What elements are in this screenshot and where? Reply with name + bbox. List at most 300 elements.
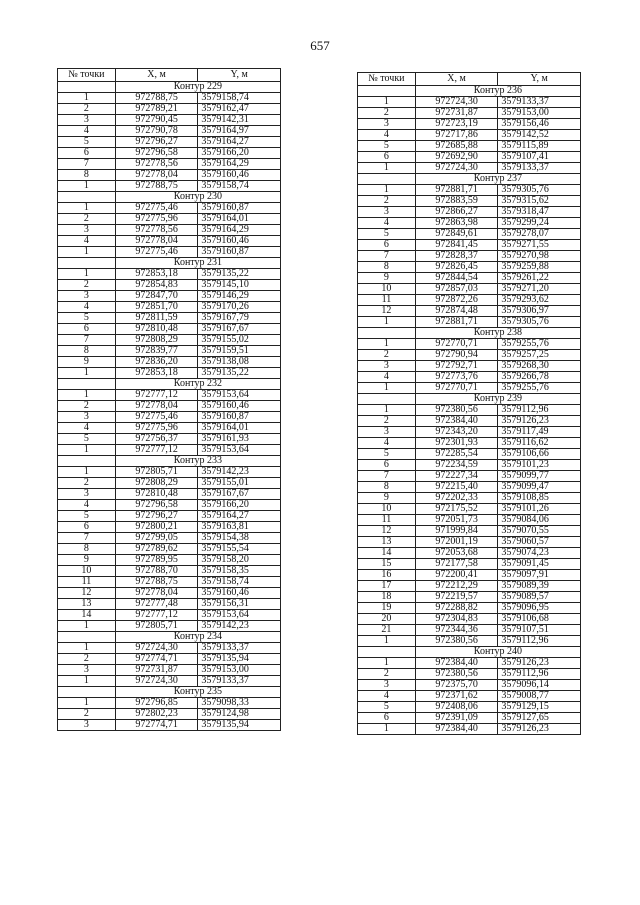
table-row xyxy=(58,170,281,181)
point-number-cell: 1 xyxy=(58,698,116,709)
x-coordinate-cell: 972828,37 xyxy=(415,251,498,262)
table-header-row xyxy=(358,73,581,86)
table-row xyxy=(358,460,581,471)
point-number-cell: 8 xyxy=(358,482,416,493)
table-row xyxy=(358,306,581,317)
header-point-number: № точки xyxy=(358,73,416,86)
point-number-cell: 8 xyxy=(58,544,116,555)
y-coordinate-cell: 3579135,22 xyxy=(198,269,281,280)
x-coordinate-cell: 972285,54 xyxy=(415,449,498,460)
point-number-cell: 11 xyxy=(358,515,416,526)
x-coordinate-cell: 972790,78 xyxy=(115,126,198,137)
table-row xyxy=(58,698,281,709)
table-row xyxy=(58,115,281,126)
x-coordinate-cell: 972805,71 xyxy=(115,621,198,632)
point-number-cell: 2 xyxy=(58,401,116,412)
x-coordinate-cell: 972384,40 xyxy=(415,724,498,735)
point-number-cell: 1 xyxy=(358,658,416,669)
point-number-cell: 2 xyxy=(58,214,116,225)
x-coordinate-cell: 972857,03 xyxy=(415,284,498,295)
contour-header-row xyxy=(358,647,581,658)
y-coordinate-cell: 3579257,25 xyxy=(498,350,581,361)
x-coordinate-cell: 972301,93 xyxy=(415,438,498,449)
y-coordinate-cell: 3579166,20 xyxy=(198,500,281,511)
point-number-cell: 4 xyxy=(358,218,416,229)
y-coordinate-cell: 3579101,26 xyxy=(498,504,581,515)
x-coordinate-cell: 972808,29 xyxy=(115,478,198,489)
contour-blank-cell xyxy=(58,192,116,203)
table-row xyxy=(358,449,581,460)
y-coordinate-cell: 3579261,22 xyxy=(498,273,581,284)
y-coordinate-cell: 3579306,97 xyxy=(498,306,581,317)
x-coordinate-cell: 972810,48 xyxy=(115,489,198,500)
y-coordinate-cell: 3579158,74 xyxy=(198,93,281,104)
table-row xyxy=(58,467,281,478)
table-row xyxy=(358,691,581,702)
contour-blank-cell xyxy=(358,86,416,97)
point-number-cell: 1 xyxy=(58,203,116,214)
table-row xyxy=(58,357,281,368)
point-number-cell: 1 xyxy=(358,97,416,108)
x-coordinate-cell: 972805,71 xyxy=(115,467,198,478)
x-coordinate-cell: 972788,75 xyxy=(115,181,198,192)
x-coordinate-cell: 972778,04 xyxy=(115,236,198,247)
table-row xyxy=(358,614,581,625)
y-coordinate-cell: 3579166,20 xyxy=(198,148,281,159)
contour-header-row xyxy=(358,328,581,339)
y-coordinate-cell: 3579160,87 xyxy=(198,247,281,258)
table-row xyxy=(358,680,581,691)
contour-label: Контур 235 xyxy=(115,687,280,698)
table-row xyxy=(358,262,581,273)
contour-header-row xyxy=(58,456,281,467)
point-number-cell: 1 xyxy=(358,339,416,350)
x-coordinate-cell: 972790,45 xyxy=(115,115,198,126)
table-row xyxy=(58,137,281,148)
point-number-cell: 1 xyxy=(358,405,416,416)
table-row xyxy=(358,471,581,482)
contour-blank-cell xyxy=(58,687,116,698)
y-coordinate-cell: 3579089,39 xyxy=(498,581,581,592)
x-coordinate-cell: 972234,59 xyxy=(415,460,498,471)
x-coordinate-cell: 972799,05 xyxy=(115,533,198,544)
x-coordinate-cell: 972731,87 xyxy=(415,108,498,119)
x-coordinate-cell: 972789,95 xyxy=(115,555,198,566)
x-coordinate-cell: 972731,87 xyxy=(115,665,198,676)
y-coordinate-cell: 3579163,81 xyxy=(198,522,281,533)
point-number-cell: 15 xyxy=(358,559,416,570)
table-row xyxy=(358,130,581,141)
point-number-cell: 4 xyxy=(58,236,116,247)
point-number-cell: 8 xyxy=(58,170,116,181)
point-number-cell: 12 xyxy=(358,526,416,537)
contour-header-row xyxy=(358,394,581,405)
point-number-cell: 6 xyxy=(358,713,416,724)
y-coordinate-cell: 3579112,96 xyxy=(498,405,581,416)
point-number-cell: 5 xyxy=(358,141,416,152)
x-coordinate-cell: 972839,77 xyxy=(115,346,198,357)
table-header-row xyxy=(58,69,281,82)
y-coordinate-cell: 3579142,23 xyxy=(198,467,281,478)
x-coordinate-cell: 972788,75 xyxy=(115,93,198,104)
contour-label: Контур 240 xyxy=(415,647,580,658)
y-coordinate-cell: 3579153,64 xyxy=(198,610,281,621)
x-coordinate-cell: 972304,83 xyxy=(415,614,498,625)
x-coordinate-cell: 972200,41 xyxy=(415,570,498,581)
table-row xyxy=(58,104,281,115)
table-row xyxy=(58,335,281,346)
x-coordinate-cell: 972790,94 xyxy=(415,350,498,361)
point-number-cell: 2 xyxy=(358,669,416,680)
y-coordinate-cell: 3579278,07 xyxy=(498,229,581,240)
point-number-cell: 2 xyxy=(58,709,116,720)
x-coordinate-cell: 972380,56 xyxy=(415,669,498,680)
point-number-cell: 1 xyxy=(58,676,116,687)
table-row xyxy=(358,284,581,295)
point-number-cell: 4 xyxy=(358,691,416,702)
table-row xyxy=(58,291,281,302)
y-coordinate-cell: 3579164,29 xyxy=(198,159,281,170)
y-coordinate-cell: 3579101,23 xyxy=(498,460,581,471)
x-coordinate-cell: 972384,40 xyxy=(415,658,498,669)
table-row xyxy=(358,383,581,394)
y-coordinate-cell: 3579305,76 xyxy=(498,185,581,196)
y-coordinate-cell: 3579129,15 xyxy=(498,702,581,713)
y-coordinate-cell: 3579164,01 xyxy=(198,214,281,225)
x-coordinate-cell: 972796,85 xyxy=(115,698,198,709)
table-row xyxy=(358,405,581,416)
point-number-cell: 6 xyxy=(58,148,116,159)
x-coordinate-cell: 972724,30 xyxy=(115,676,198,687)
y-coordinate-cell: 3579158,74 xyxy=(198,577,281,588)
y-coordinate-cell: 3579117,49 xyxy=(498,427,581,438)
y-coordinate-cell: 3579293,62 xyxy=(498,295,581,306)
x-coordinate-cell: 972792,71 xyxy=(415,361,498,372)
x-coordinate-cell: 972796,58 xyxy=(115,148,198,159)
x-coordinate-cell: 972777,48 xyxy=(115,599,198,610)
point-number-cell: 8 xyxy=(358,262,416,273)
x-coordinate-cell: 972881,71 xyxy=(415,317,498,328)
y-coordinate-cell: 3579259,88 xyxy=(498,262,581,273)
x-coordinate-cell: 972775,96 xyxy=(115,423,198,434)
x-coordinate-cell: 972685,88 xyxy=(415,141,498,152)
point-number-cell: 1 xyxy=(58,621,116,632)
x-coordinate-cell: 972778,04 xyxy=(115,170,198,181)
point-number-cell: 1 xyxy=(58,247,116,258)
table-row xyxy=(358,669,581,680)
point-number-cell: 21 xyxy=(358,625,416,636)
y-coordinate-cell: 3579164,29 xyxy=(198,225,281,236)
point-number-cell: 7 xyxy=(358,251,416,262)
table-row xyxy=(358,163,581,174)
point-number-cell: 6 xyxy=(358,240,416,251)
y-coordinate-cell: 3579133,37 xyxy=(198,643,281,654)
x-coordinate-cell: 972841,45 xyxy=(415,240,498,251)
x-coordinate-cell: 972849,61 xyxy=(415,229,498,240)
y-coordinate-cell: 3579153,00 xyxy=(498,108,581,119)
x-coordinate-cell: 972175,52 xyxy=(415,504,498,515)
table-row xyxy=(358,218,581,229)
x-coordinate-cell: 972826,45 xyxy=(415,262,498,273)
table-row xyxy=(358,97,581,108)
y-coordinate-cell: 3579133,37 xyxy=(198,676,281,687)
point-number-cell: 9 xyxy=(58,555,116,566)
point-number-cell: 4 xyxy=(58,423,116,434)
x-coordinate-cell: 972788,75 xyxy=(115,577,198,588)
point-number-cell: 3 xyxy=(58,665,116,676)
point-number-cell: 2 xyxy=(358,350,416,361)
y-coordinate-cell: 3579153,00 xyxy=(198,665,281,676)
point-number-cell: 9 xyxy=(358,493,416,504)
point-number-cell: 3 xyxy=(358,361,416,372)
table-row xyxy=(58,401,281,412)
table-row xyxy=(58,621,281,632)
y-coordinate-cell: 3579167,67 xyxy=(198,324,281,335)
point-number-cell: 5 xyxy=(58,511,116,522)
table-row xyxy=(358,570,581,581)
table-row xyxy=(58,159,281,170)
x-coordinate-cell: 972778,04 xyxy=(115,401,198,412)
table-row xyxy=(58,214,281,225)
table-row xyxy=(58,203,281,214)
x-coordinate-cell: 972775,46 xyxy=(115,247,198,258)
point-number-cell: 13 xyxy=(58,599,116,610)
point-number-cell: 6 xyxy=(58,324,116,335)
y-coordinate-cell: 3579124,98 xyxy=(198,709,281,720)
coordinates-table-left xyxy=(57,68,281,731)
table-row xyxy=(58,225,281,236)
point-number-cell: 16 xyxy=(358,570,416,581)
y-coordinate-cell: 3579097,91 xyxy=(498,570,581,581)
table-row xyxy=(58,390,281,401)
x-coordinate-cell: 971999,84 xyxy=(415,526,498,537)
y-coordinate-cell: 3579074,23 xyxy=(498,548,581,559)
x-coordinate-cell: 972723,19 xyxy=(415,119,498,130)
x-coordinate-cell: 972408,06 xyxy=(415,702,498,713)
contour-header-row xyxy=(58,632,281,643)
x-coordinate-cell: 972380,56 xyxy=(415,405,498,416)
x-coordinate-cell: 972770,71 xyxy=(415,383,498,394)
point-number-cell: 5 xyxy=(358,449,416,460)
x-coordinate-cell: 972724,30 xyxy=(415,97,498,108)
page-number: 657 xyxy=(310,38,330,53)
point-number-cell: 1 xyxy=(358,317,416,328)
x-coordinate-cell: 972770,71 xyxy=(415,339,498,350)
y-coordinate-cell: 3579142,31 xyxy=(198,115,281,126)
x-coordinate-cell: 972847,70 xyxy=(115,291,198,302)
point-number-cell: 4 xyxy=(58,302,116,313)
x-coordinate-cell: 972853,18 xyxy=(115,269,198,280)
table-row xyxy=(58,522,281,533)
y-coordinate-cell: 3579098,33 xyxy=(198,698,281,709)
point-number-cell: 18 xyxy=(358,592,416,603)
table-row xyxy=(358,603,581,614)
y-coordinate-cell: 3579126,23 xyxy=(498,416,581,427)
point-number-cell: 1 xyxy=(58,445,116,456)
x-coordinate-cell: 972692,90 xyxy=(415,152,498,163)
y-coordinate-cell: 3579060,57 xyxy=(498,537,581,548)
table-row xyxy=(358,196,581,207)
y-coordinate-cell: 3579164,27 xyxy=(198,137,281,148)
y-coordinate-cell: 3579146,29 xyxy=(198,291,281,302)
y-coordinate-cell: 3579112,96 xyxy=(498,636,581,647)
header-y: Y, м xyxy=(198,69,281,82)
table-row xyxy=(358,625,581,636)
table-row xyxy=(358,592,581,603)
y-coordinate-cell: 3579115,89 xyxy=(498,141,581,152)
y-coordinate-cell: 3579305,76 xyxy=(498,317,581,328)
y-coordinate-cell: 3579133,37 xyxy=(498,163,581,174)
table-row xyxy=(358,416,581,427)
header-x: X, м xyxy=(415,73,498,86)
x-coordinate-cell: 972778,56 xyxy=(115,225,198,236)
table-row xyxy=(358,295,581,306)
table-row xyxy=(58,126,281,137)
x-coordinate-cell: 972177,58 xyxy=(415,559,498,570)
table-row xyxy=(58,544,281,555)
y-coordinate-cell: 3579107,51 xyxy=(498,625,581,636)
y-coordinate-cell: 3579089,57 xyxy=(498,592,581,603)
point-number-cell: 3 xyxy=(58,225,116,236)
y-coordinate-cell: 3579133,37 xyxy=(498,97,581,108)
y-coordinate-cell: 3579155,54 xyxy=(198,544,281,555)
table-row xyxy=(58,643,281,654)
table-row xyxy=(358,702,581,713)
table-row xyxy=(358,141,581,152)
y-coordinate-cell: 3579160,87 xyxy=(198,412,281,423)
y-coordinate-cell: 3579268,30 xyxy=(498,361,581,372)
x-coordinate-cell: 972215,40 xyxy=(415,482,498,493)
point-number-cell: 1 xyxy=(358,636,416,647)
point-number-cell: 10 xyxy=(358,284,416,295)
x-coordinate-cell: 972717,86 xyxy=(415,130,498,141)
point-number-cell: 3 xyxy=(358,427,416,438)
contour-blank-cell xyxy=(58,379,116,390)
y-coordinate-cell: 3579266,78 xyxy=(498,372,581,383)
x-coordinate-cell: 972796,58 xyxy=(115,500,198,511)
y-coordinate-cell: 3579096,95 xyxy=(498,603,581,614)
table-row xyxy=(358,504,581,515)
point-number-cell: 7 xyxy=(358,471,416,482)
table-row xyxy=(58,412,281,423)
contour-blank-cell xyxy=(358,328,416,339)
table-row xyxy=(58,346,281,357)
table-row xyxy=(58,478,281,489)
y-coordinate-cell: 3579138,08 xyxy=(198,357,281,368)
y-coordinate-cell: 3579160,87 xyxy=(198,203,281,214)
x-coordinate-cell: 972788,70 xyxy=(115,566,198,577)
y-coordinate-cell: 3579159,51 xyxy=(198,346,281,357)
y-coordinate-cell: 3579127,65 xyxy=(498,713,581,724)
x-coordinate-cell: 972874,48 xyxy=(415,306,498,317)
point-number-cell: 2 xyxy=(358,416,416,427)
point-number-cell: 10 xyxy=(58,566,116,577)
y-coordinate-cell: 3579155,02 xyxy=(198,335,281,346)
x-coordinate-cell: 972796,27 xyxy=(115,137,198,148)
point-number-cell: 1 xyxy=(358,724,416,735)
y-coordinate-cell: 3579091,45 xyxy=(498,559,581,570)
table-row xyxy=(58,599,281,610)
table-row xyxy=(358,372,581,383)
table-row xyxy=(358,427,581,438)
point-number-cell: 1 xyxy=(58,390,116,401)
x-coordinate-cell: 972775,96 xyxy=(115,214,198,225)
y-coordinate-cell: 3579084,06 xyxy=(498,515,581,526)
point-number-cell: 2 xyxy=(358,108,416,119)
header-point-number: № точки xyxy=(58,69,116,82)
contour-blank-cell xyxy=(58,82,116,93)
x-coordinate-cell: 972344,36 xyxy=(415,625,498,636)
table-row xyxy=(58,500,281,511)
x-coordinate-cell: 972866,27 xyxy=(415,207,498,218)
y-coordinate-cell: 3579315,62 xyxy=(498,196,581,207)
x-coordinate-cell: 972391,09 xyxy=(415,713,498,724)
table-row xyxy=(358,108,581,119)
table-row xyxy=(58,269,281,280)
y-coordinate-cell: 3579153,64 xyxy=(198,390,281,401)
table-row xyxy=(58,489,281,500)
y-coordinate-cell: 3579145,10 xyxy=(198,280,281,291)
x-coordinate-cell: 972881,71 xyxy=(415,185,498,196)
x-coordinate-cell: 972371,62 xyxy=(415,691,498,702)
point-number-cell: 5 xyxy=(58,137,116,148)
point-number-cell: 9 xyxy=(358,273,416,284)
point-number-cell: 6 xyxy=(358,152,416,163)
point-number-cell: 1 xyxy=(58,269,116,280)
point-number-cell: 7 xyxy=(58,159,116,170)
table-row xyxy=(358,548,581,559)
y-coordinate-cell: 3579126,23 xyxy=(498,658,581,669)
x-coordinate-cell: 972836,20 xyxy=(115,357,198,368)
table-row xyxy=(58,313,281,324)
y-coordinate-cell: 3579164,27 xyxy=(198,511,281,522)
contour-header-row xyxy=(58,687,281,698)
point-number-cell: 1 xyxy=(58,368,116,379)
contour-blank-cell xyxy=(358,647,416,658)
point-number-cell: 17 xyxy=(358,581,416,592)
y-coordinate-cell: 3579112,96 xyxy=(498,669,581,680)
coordinates-table-right xyxy=(357,72,581,735)
table-row xyxy=(58,423,281,434)
point-number-cell: 3 xyxy=(58,489,116,500)
x-coordinate-cell: 972053,68 xyxy=(415,548,498,559)
point-number-cell: 3 xyxy=(58,412,116,423)
x-coordinate-cell: 972851,70 xyxy=(115,302,198,313)
contour-label: Контур 229 xyxy=(115,82,280,93)
point-number-cell: 2 xyxy=(358,196,416,207)
y-coordinate-cell: 3579135,94 xyxy=(198,654,281,665)
table-row xyxy=(358,493,581,504)
y-coordinate-cell: 3579106,68 xyxy=(498,614,581,625)
table-row xyxy=(58,302,281,313)
table-row xyxy=(358,119,581,130)
point-number-cell: 1 xyxy=(58,467,116,478)
table-row xyxy=(358,658,581,669)
point-number-cell: 2 xyxy=(58,654,116,665)
contour-header-row xyxy=(58,258,281,269)
y-coordinate-cell: 3579099,77 xyxy=(498,471,581,482)
x-coordinate-cell: 972796,27 xyxy=(115,511,198,522)
point-number-cell: 4 xyxy=(58,500,116,511)
point-number-cell: 1 xyxy=(358,185,416,196)
table-row xyxy=(58,665,281,676)
x-coordinate-cell: 972853,18 xyxy=(115,368,198,379)
table-row xyxy=(358,317,581,328)
x-coordinate-cell: 972777,12 xyxy=(115,445,198,456)
table-row xyxy=(358,438,581,449)
point-number-cell: 13 xyxy=(358,537,416,548)
x-coordinate-cell: 972844,54 xyxy=(415,273,498,284)
